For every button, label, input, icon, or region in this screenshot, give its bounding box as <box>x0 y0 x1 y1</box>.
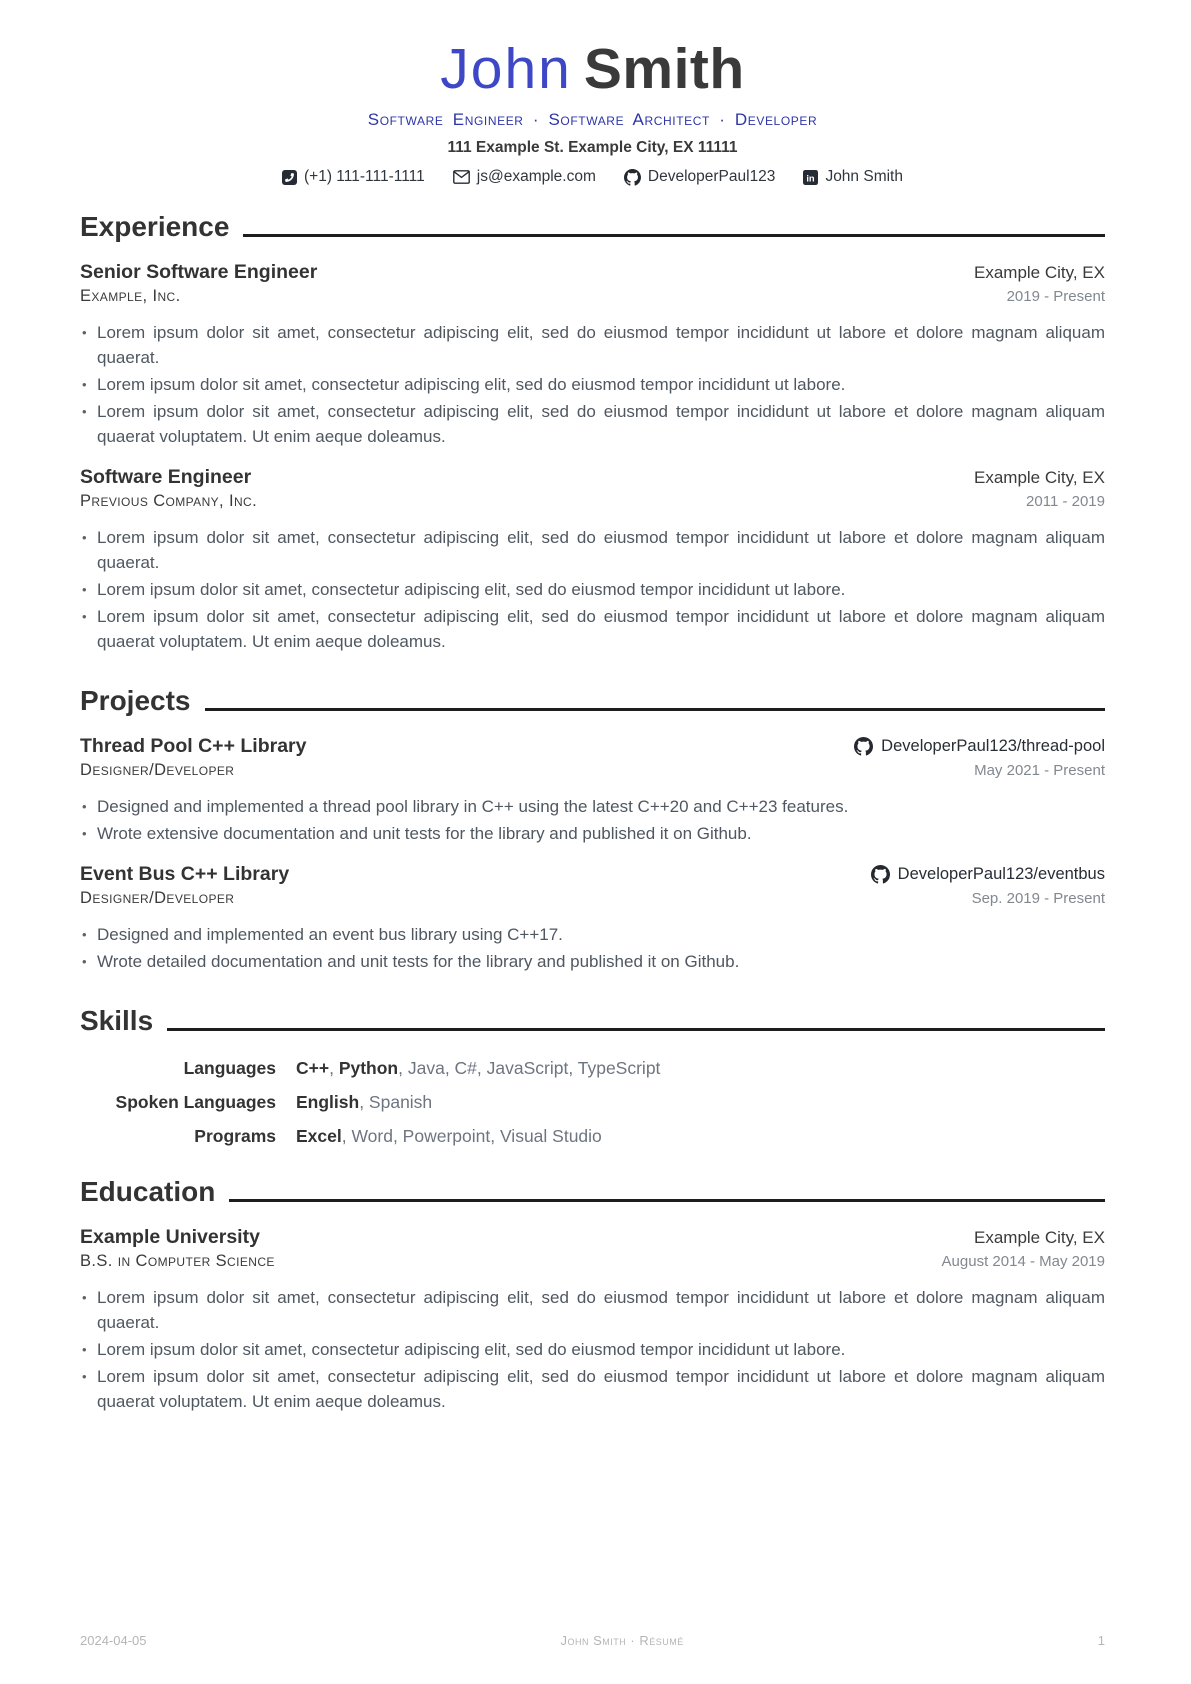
github-username: DeveloperPaul123 <box>647 168 776 185</box>
footer-date: 2024-04-05 <box>80 1633 147 1648</box>
footer-page-number: 1 <box>1097 1633 1105 1648</box>
github-icon <box>871 865 890 884</box>
bullet-item: • Lorem ipsum dolor sit amet, consectetur adipiscing elit, sed do eiusmod tempor incididunt ut labore. <box>97 577 1105 602</box>
section-header <box>80 210 1105 244</box>
dates-text: Sep. 2019 - Present <box>971 890 1105 907</box>
bullet-item: • Lorem ipsum dolor sit amet, consectetur adipiscing elit, sed do eiusmod tempor incididunt ut labore et dolore magnam aliquam quaerat voluptatem. Ut enim aeque doleamus. <box>97 399 1105 449</box>
dates-text: May 2021 - Present <box>974 762 1105 779</box>
page-footer <box>80 1633 1105 1648</box>
last-name: Smith <box>583 37 745 101</box>
bullet-item: • Lorem ipsum dolor sit amet, consectetur adipiscing elit, sed do eiusmod tempor incididunt ut labore et dolore magnam aliquam quaerat voluptatem. Ut enim aeque doleamus. <box>97 604 1105 654</box>
bullet-list <box>80 1285 1105 1414</box>
repo-link[interactable] <box>871 865 1105 884</box>
experience-entry <box>80 466 1105 654</box>
skill-item: Python <box>338 1058 399 1078</box>
github-icon <box>624 169 641 186</box>
skill-item: English <box>296 1092 360 1112</box>
section-title: Projects <box>80 685 191 716</box>
education-entry <box>80 1226 1105 1414</box>
person-name <box>80 38 1105 100</box>
email-link[interactable] <box>453 168 596 186</box>
experience-entry <box>80 261 1105 449</box>
section-projects <box>80 684 1105 974</box>
skill-item: , Spanish <box>359 1092 433 1112</box>
bullet-item: • Lorem ipsum dolor sit amet, consectetur adipiscing elit, sed do eiusmod tempor incididunt ut labore et dolore magnam aliquam quaerat. <box>97 525 1105 575</box>
skill-item: , Word, Powerpoint, Visual Studio <box>341 1126 602 1146</box>
dates-text: 2011 - 2019 <box>1026 493 1105 510</box>
project-name: Thread Pool C++ Library <box>80 735 307 757</box>
address-line: 111 Example St. Example City, EX 11111 <box>447 139 738 156</box>
bullet-list <box>80 525 1105 654</box>
section-rule <box>229 1199 1105 1203</box>
location-text: Example City, EX <box>973 1228 1105 1247</box>
dates-text: August 2014 - May 2019 <box>941 1253 1105 1270</box>
dates-text: 2019 - Present <box>1006 288 1105 305</box>
bullet-list <box>80 922 1105 974</box>
section-experience <box>80 210 1105 654</box>
email-icon <box>453 170 470 184</box>
skill-item: , Java, C#, JavaScript, TypeScript <box>398 1058 661 1078</box>
bullet-item: • Designed and implemented an event bus library using C++17. <box>97 922 1105 947</box>
linkedin-name: John Smith <box>825 168 903 185</box>
role-title: Senior Software Engineer <box>80 261 318 283</box>
bullet-list <box>80 320 1105 449</box>
bullet-item: • Lorem ipsum dolor sit amet, consectetur adipiscing elit, sed do eiusmod tempor incididunt ut labore. <box>97 1337 1105 1362</box>
skill-row <box>80 1058 1105 1079</box>
phone-icon <box>282 170 297 185</box>
skill-item: , <box>329 1058 339 1078</box>
contact-row <box>80 168 1105 186</box>
linkedin-icon <box>803 170 818 185</box>
bullet-item: • Wrote extensive documentation and unit tests for the library and published it on Github. <box>97 821 1105 846</box>
phone-link[interactable] <box>282 168 425 186</box>
skill-category-label: Spoken Languages <box>115 1092 276 1112</box>
section-title: Education <box>80 1176 216 1207</box>
first-name: John <box>440 37 572 101</box>
bullet-item: • Designed and implemented a thread pool library in C++ using the latest C++20 and C++23 features. <box>97 794 1105 819</box>
phone-number: (+1) 111-111-1111 <box>304 168 425 185</box>
repo-name: DeveloperPaul123/eventbus <box>897 865 1105 883</box>
skill-value <box>296 1126 1105 1147</box>
skill-value <box>296 1092 1105 1113</box>
section-rule <box>243 234 1105 238</box>
section-rule <box>167 1028 1105 1032</box>
section-title: Skills <box>80 1005 154 1036</box>
linkedin-link[interactable] <box>803 168 903 186</box>
location-text: Example City, EX <box>973 263 1105 282</box>
section-title: Experience <box>80 211 230 242</box>
school-name: Example University <box>80 1226 260 1248</box>
section-rule <box>205 708 1106 712</box>
bullet-item: • Wrote detailed documentation and unit tests for the library and published it on Github. <box>97 949 1105 974</box>
skill-row <box>80 1126 1105 1147</box>
resume-header <box>80 38 1105 186</box>
organization-text: Example, Inc. <box>80 287 181 305</box>
job-titles-line: Software Engineer · Software Architect · Developer <box>367 110 818 129</box>
bullet-item: • Lorem ipsum dolor sit amet, consectetur adipiscing elit, sed do eiusmod tempor incididunt ut labore et dolore magnam aliquam quaerat. <box>97 1285 1105 1335</box>
skills-grid <box>80 1058 1105 1147</box>
project-name: Event Bus C++ Library <box>80 863 290 885</box>
repo-link[interactable] <box>854 737 1105 756</box>
bullet-item: • Lorem ipsum dolor sit amet, consectetur adipiscing elit, sed do eiusmod tempor incididunt ut labore. <box>97 372 1105 397</box>
project-role: Designer/Developer <box>80 761 235 779</box>
github-icon <box>854 737 873 756</box>
skill-value <box>296 1058 1105 1079</box>
section-header <box>80 1175 1105 1209</box>
github-link[interactable] <box>624 168 776 186</box>
section-skills <box>80 1004 1105 1147</box>
degree-text: B.S. in Computer Science <box>80 1252 275 1270</box>
svg-text:in: in <box>806 172 816 183</box>
bullet-list <box>80 794 1105 846</box>
section-education <box>80 1175 1105 1414</box>
project-role: Designer/Developer <box>80 889 235 907</box>
role-title: Software Engineer <box>80 466 252 488</box>
section-header <box>80 684 1105 718</box>
section-header <box>80 1004 1105 1038</box>
bullet-item: • Lorem ipsum dolor sit amet, consectetur adipiscing elit, sed do eiusmod tempor incididunt ut labore et dolore magnam aliquam quaerat voluptatem. Ut enim aeque doleamus. <box>97 1364 1105 1414</box>
location-text: Example City, EX <box>973 468 1105 487</box>
skill-row <box>80 1092 1105 1113</box>
project-entry <box>80 735 1105 846</box>
skill-item: Excel <box>296 1126 342 1146</box>
footer-doc-title: John Smith · Résumé <box>560 1633 684 1648</box>
repo-name: DeveloperPaul123/thread-pool <box>881 737 1105 755</box>
skill-category-label: Languages <box>183 1058 276 1078</box>
project-entry <box>80 863 1105 974</box>
skill-category-label: Programs <box>194 1126 276 1146</box>
bullet-item: • Lorem ipsum dolor sit amet, consectetur adipiscing elit, sed do eiusmod tempor incididunt ut labore et dolore magnam aliquam quaerat. <box>97 320 1105 370</box>
organization-text: Previous Company, Inc. <box>80 492 258 510</box>
email-address: js@example.com <box>476 168 596 185</box>
skill-item: C++ <box>296 1058 330 1078</box>
